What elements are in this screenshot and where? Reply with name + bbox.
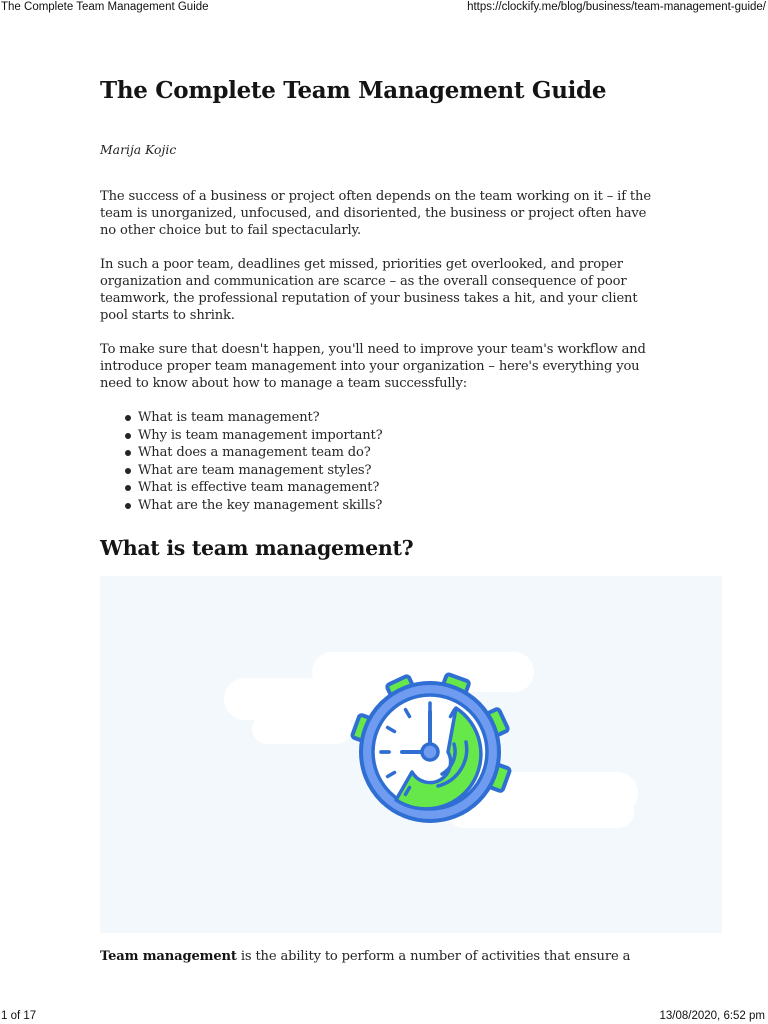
hero-illustration: [100, 576, 722, 933]
article-author: Marija Kojic: [100, 142, 177, 157]
toc-list: [122, 409, 660, 515]
section-heading: What is team management?: [100, 535, 414, 560]
clock-center: [422, 744, 438, 760]
paragraph-intro: The success of a business or project often depends on the team working on it – if the team is unorganized, unfocused, and disoriented, the business or project often have no other choice but to fail spectacularly.: [100, 189, 651, 238]
article-title: The Complete Team Management Guide: [100, 77, 607, 104]
definition-term: Team management: [100, 949, 237, 964]
paragraph-team-management-definition: [100, 948, 700, 965]
toc-item[interactable]: Why is team management important?: [122, 427, 660, 445]
print-header: [0, 0, 768, 16]
print-header-url[interactable]: https://clockify.me/blog/business/team-management-guide/: [467, 1, 766, 13]
print-footer: [0, 1008, 768, 1024]
clock-gear-icon: [100, 576, 722, 933]
print-timestamp: 13/08/2020, 6:52 pm: [659, 1010, 765, 1022]
toc-item[interactable]: What does a management team do?: [122, 444, 660, 462]
toc-item[interactable]: What is team management?: [122, 409, 660, 427]
paragraph-poor-team: In such a poor team, deadlines get missed, priorities get overlooked, and proper organization and communication are scarce – as the overall consequence of poor teamwork, the professional reputation of your business takes a hit, and your client pool starts to shrink.: [100, 257, 638, 323]
paragraph-improve: To make sure that doesn't happen, you'll need to improve your team's workflow and introduce proper team management into your organization – here's everything you need to know about how to manage a team successfully:: [100, 342, 646, 391]
print-header-title: The Complete Team Management Guide: [1, 1, 209, 13]
definition-text: is the ability to perform a number of activities that ensure a: [236, 949, 631, 964]
toc-item[interactable]: What is effective team management?: [122, 479, 660, 497]
article: [100, 74, 660, 563]
toc-item[interactable]: What are team management styles?: [122, 462, 660, 480]
toc-item[interactable]: What are the key management skills?: [122, 497, 660, 515]
page-number: 1 of 17: [1, 1010, 37, 1022]
